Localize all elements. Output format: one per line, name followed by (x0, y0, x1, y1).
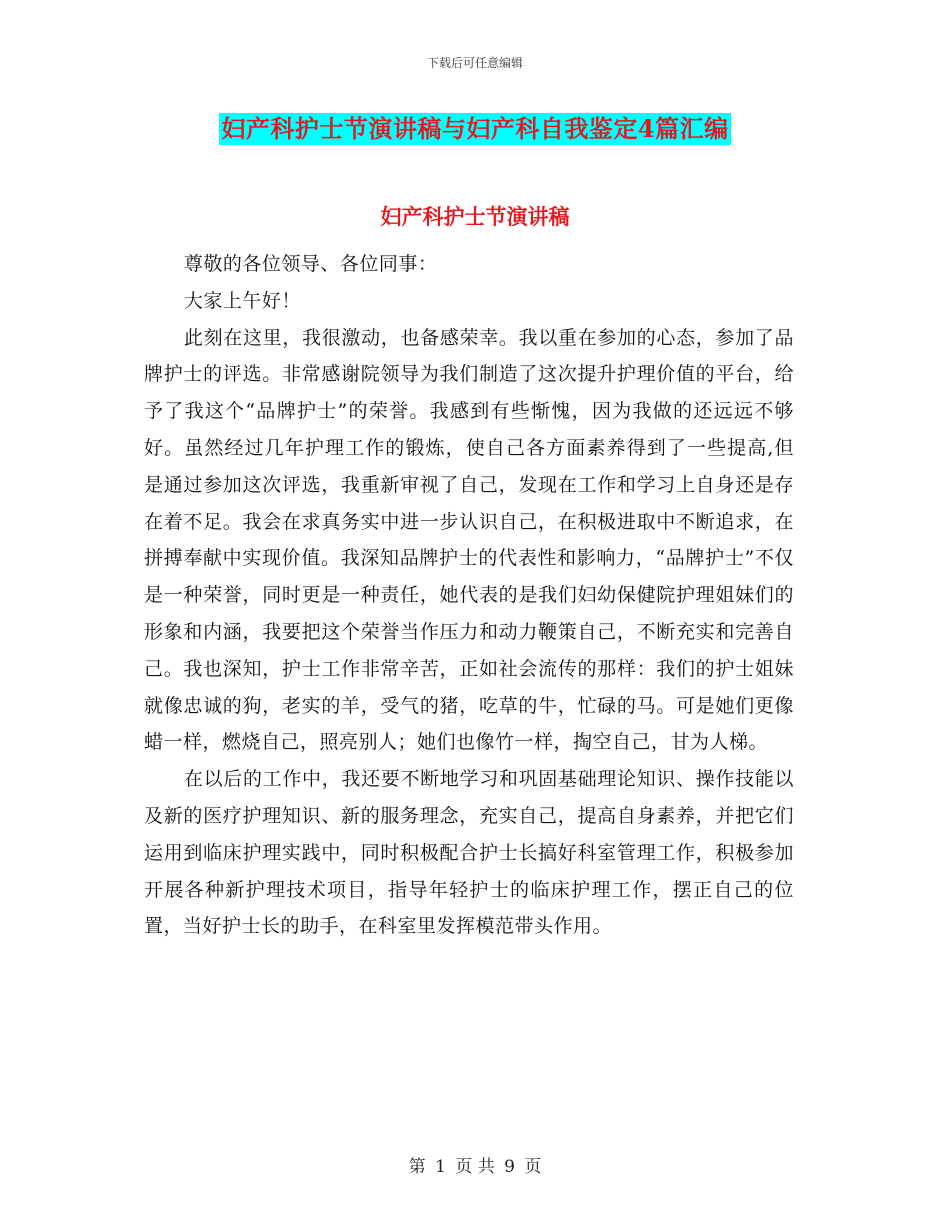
footer-total-pages: 9 (504, 1157, 515, 1177)
document-title: 妇产科护士节演讲稿与妇产科自我鉴定4篇汇编 (221, 114, 729, 143)
salutation-paragraph: 尊敬的各位领导、各位同事： (183, 253, 438, 275)
header-note: 下载后可任意编辑 (426, 56, 523, 70)
footer-middle: 页 共 (455, 1157, 495, 1177)
footer-suffix: 页 (524, 1157, 542, 1177)
greeting-paragraph: 大家上午好！ (183, 289, 301, 312)
body-paragraph: 此刻在这里，我很激动，也备感荣幸。我以重在参加的心态，参加了品牌护士的评选。非常感谢院领导为我们制造了这次提升护理价值的平台，给予了我这个“品牌护士”的荣誉。我感到有些惭愧，因为我做的还远远不够好。虽然经过几年护理工作的锻炼，使自己各方面素养得到了一些提高,但是通过参加这次评选，我重新审视了自己，发现在工作和学习上自身还是存在着不足。我会在求真务实中进一步认识自己，在积极进取中不断追求，在拼搏奉献中实现价值。我深知品牌护士的代表性和影响力，“品牌护士”不仅是一种荣誉，同时更是一种责任，她代表的是我们妇幼保健院护理姐妹们的形象和内涵，我要把这个荣誉当作压力和动力鞭策自己，不断充实和完善自己。我也深知，护士工作非常辛苦，正如社会流传的那样：我们的护士姐妹就像忠诚的狗，老实的羊，受气的猪，吃草的牛，忙碌的马。可是她们更像蜡一样，燃烧自己，照亮别人；她们也像竹一样，掏空自己，甘为人梯。 (144, 326, 794, 754)
section-title: 妇产科护士节演讲稿 (380, 204, 570, 229)
page-footer (0, 1152, 950, 1177)
body-paragraph: 在以后的工作中，我还要不断地学习和巩固基础理论知识、操作技能以及新的医疗护理知识、新的服务理念，充实自己，提高自身素养，并把它们运用到临床护理实践中，同时积极配合护士长搞好科室管理工作，积极参加开展各种新护理技术项目，指导年轻护士的临床护理工作，摆正自己的位置，当好护士长的助手，在科室里发挥模范带头作用。 (144, 768, 794, 938)
footer-page-number: 1 (435, 1157, 446, 1177)
footer-prefix: 第 (408, 1157, 426, 1177)
document-title-block (0, 113, 950, 145)
document-body (144, 246, 794, 945)
